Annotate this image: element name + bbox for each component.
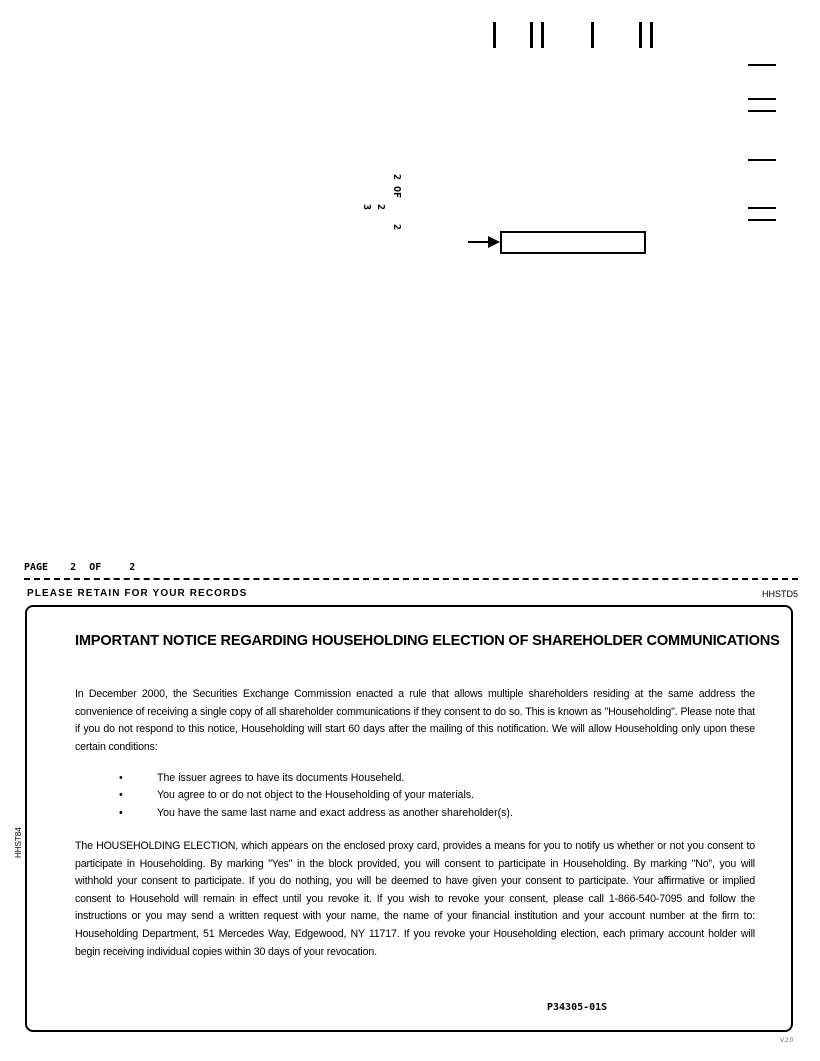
page-label: PAGE bbox=[24, 562, 49, 573]
notice-intro: In December 2000, the Securities Exchange Commission enacted a rule that allows multiple shareholders residing at the same address the convenience of receiving a single copy of all shareholder communications if they consent to do so. This is known as "Householding". Please note that if you do not respond to this notice, Householding will start 60 days after the mailing of this notification. We will allow Householding only upon these certain conditions: bbox=[75, 688, 755, 753]
registration-mark bbox=[748, 219, 776, 221]
address-box bbox=[500, 231, 646, 254]
side-code: HHST84 bbox=[14, 827, 23, 858]
registration-mark bbox=[748, 98, 776, 100]
rotated-page-current: 2 bbox=[391, 174, 402, 181]
notice-code: P34305-01S bbox=[547, 1002, 608, 1013]
form-id: HHSTD5 bbox=[762, 589, 799, 599]
rotated-page-extra: 3 bbox=[361, 204, 372, 211]
barcode-bar bbox=[530, 22, 533, 48]
condition-text: You have the same last name and exact address as another shareholder(s). bbox=[157, 806, 513, 819]
arrow-right-icon bbox=[468, 235, 502, 249]
page-indicator bbox=[24, 562, 135, 573]
page-current: 2 bbox=[70, 562, 77, 573]
list-item bbox=[119, 787, 513, 804]
registration-mark bbox=[748, 207, 776, 209]
barcode-bar bbox=[493, 22, 496, 48]
notice-election: The HOUSEHOLDING ELECTION, which appears on the enclosed proxy card, provides a means for you to notify us whether or not you consent to participate in Householding. By marking "Yes" in the block provided, you will consent to participate in Householding. By marking "No", you will withhold your consent to participate. If you do nothing, you will be deemed to have given your consent to participate. Your affirmative or implied consent to Household will remain in effect until you revoke it. If you wish to revoke your consent, please call 1-866-540-7095 and follow the instructions or you may send a written request with your name, the name of your financial institution and your account number at the firm to: Householding Department, 51 Mercedes Way, Edgewood, NY 11717. If you revoke your Householding election, each primary account holder will begin receiving individual copies within 30 days of your revocation. bbox=[75, 840, 755, 958]
barcode-bar bbox=[591, 22, 594, 48]
registration-mark bbox=[748, 64, 776, 66]
corner-mark: V.2.0 bbox=[780, 1038, 794, 1044]
condition-text: You agree to or do not object to the Householding of your materials. bbox=[157, 789, 475, 802]
list-item bbox=[119, 805, 513, 822]
registration-mark bbox=[748, 110, 776, 112]
barcode-bar bbox=[650, 22, 653, 48]
rotated-page-total: 2 bbox=[375, 204, 386, 211]
retain-label: PLEASE RETAIN FOR YOUR RECORDS bbox=[27, 588, 248, 599]
rotated-page-of: OF bbox=[391, 186, 402, 199]
condition-text: The issuer agrees to have its documents Househeld. bbox=[157, 772, 405, 784]
conditions-list bbox=[119, 770, 513, 822]
rotated-page-extra: 2 bbox=[391, 224, 402, 231]
page-of-label: OF bbox=[89, 562, 102, 573]
bullet-icon: • bbox=[119, 772, 123, 784]
barcode-bar bbox=[639, 22, 642, 48]
householding-notice bbox=[25, 605, 793, 1032]
bullet-icon: • bbox=[119, 789, 123, 802]
notice-title: IMPORTANT NOTICE REGARDING HOUSEHOLDING ELECTION OF SHAREHOLDER COMMUNICATIONS bbox=[75, 633, 780, 649]
barcode-bar bbox=[541, 22, 544, 48]
page-total: 2 bbox=[129, 562, 136, 573]
list-item bbox=[119, 770, 513, 787]
bullet-icon: • bbox=[119, 806, 123, 819]
registration-mark bbox=[748, 159, 776, 161]
tear-line-divider bbox=[24, 578, 798, 580]
